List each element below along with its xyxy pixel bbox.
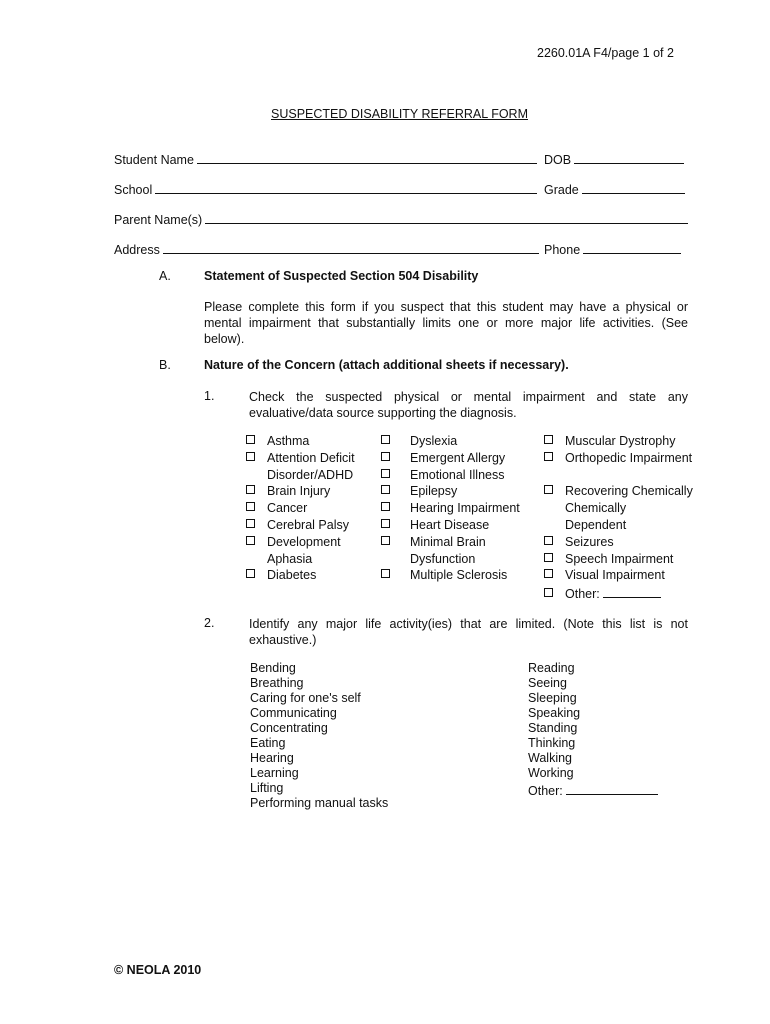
list-item: Learning [250, 766, 299, 780]
checkbox-icon[interactable] [381, 569, 390, 578]
list-item: Performing manual tasks [250, 796, 389, 810]
student-name-blank[interactable] [197, 150, 537, 164]
activities-right-column [528, 661, 658, 799]
copyright-footer: © NEOLA 2010 [114, 963, 202, 977]
list-item: Standing [528, 721, 578, 735]
checkbox-icon[interactable] [544, 536, 553, 545]
checkbox-item[interactable]: Recovering Chemically [544, 483, 693, 500]
checkbox-item[interactable]: Multiple Sclerosis [381, 567, 520, 584]
checkbox-item[interactable]: Seizures [544, 534, 693, 551]
page-reference: 2260.01A F4/page 1 of 2 [537, 46, 674, 60]
checkbox-icon[interactable] [544, 435, 553, 444]
checkbox-item[interactable]: Speech Impairment [544, 551, 693, 568]
list-item: Bending [250, 661, 296, 675]
checkbox-icon[interactable] [544, 485, 553, 494]
item-2-text: Identify any major life activity(ies) that are limited. (Note this list is not exhaustive.) [249, 617, 688, 647]
list-item: Thinking [528, 736, 576, 750]
list-item: Seeing [528, 676, 567, 690]
spacer [544, 467, 693, 484]
checkbox-item[interactable]: Hearing Impairment [381, 500, 520, 517]
dob-field [544, 150, 684, 167]
dob-blank[interactable] [574, 150, 684, 164]
list-item: Speaking [528, 706, 581, 720]
checkbox-icon[interactable] [246, 485, 255, 494]
list-item: Working [528, 766, 574, 780]
list-item: Sleeping [528, 691, 577, 705]
grade-label: Grade [544, 183, 579, 197]
item-1-text: Check the suspected physical or mental impairment and state any evaluative/data source supporting the diagnosis. [249, 390, 688, 420]
checkbox-item-continuation: Dependent [565, 517, 627, 532]
impairment-column-3 [544, 433, 693, 603]
impairment-column-1 [246, 433, 355, 584]
checkbox-icon[interactable] [544, 588, 553, 597]
item-1-number: 1. [204, 389, 215, 403]
checkbox-item[interactable]: Epilepsy [381, 483, 520, 500]
section-a-heading: Statement of Suspected Section 504 Disability [204, 269, 479, 283]
list-item-other: Other: [528, 781, 658, 799]
list-item: Concentrating [250, 721, 328, 735]
checkbox-item[interactable]: Cerebral Palsy [246, 517, 355, 534]
checkbox-item[interactable]: Minimal Brain [381, 534, 520, 551]
checkbox-item[interactable]: Diabetes [246, 567, 355, 584]
checkbox-item[interactable]: Dyslexia [381, 433, 520, 450]
list-item: Hearing [250, 751, 294, 765]
parent-names-blank[interactable] [205, 210, 688, 224]
checkbox-icon[interactable] [381, 435, 390, 444]
list-item: Communicating [250, 706, 337, 720]
list-item: Lifting [250, 781, 284, 795]
checkbox-item[interactable]: Brain Injury [246, 483, 355, 500]
section-b-letter: B. [159, 358, 171, 372]
checkbox-item-continuation: Dysfunction [410, 551, 476, 566]
checkbox-item[interactable]: Emergent Allergy [381, 450, 520, 467]
checkbox-icon[interactable] [246, 452, 255, 461]
list-item: Eating [250, 736, 286, 750]
checkbox-icon[interactable] [381, 519, 390, 528]
checkbox-icon[interactable] [246, 569, 255, 578]
list-item: Caring for one's self [250, 691, 361, 705]
item-2-number: 2. [204, 616, 215, 630]
checkbox-icon[interactable] [246, 502, 255, 511]
checkbox-item[interactable]: Orthopedic Impairment [544, 450, 693, 467]
school-blank[interactable] [155, 180, 537, 194]
list-item: Walking [528, 751, 572, 765]
section-a-letter: A. [159, 269, 171, 283]
activity-other-blank[interactable] [566, 781, 658, 795]
checkbox-item[interactable]: Attention Deficit [246, 450, 355, 467]
checkbox-icon[interactable] [246, 519, 255, 528]
checkbox-icon[interactable] [544, 569, 553, 578]
other-blank[interactable] [603, 584, 661, 598]
list-item: Reading [528, 661, 575, 675]
dob-label: DOB [544, 153, 572, 167]
student-name-label: Student Name [114, 153, 194, 167]
form-title: SUSPECTED DISABILITY REFERRAL FORM [271, 107, 528, 121]
checkbox-icon[interactable] [544, 452, 553, 461]
checkbox-icon[interactable] [381, 469, 390, 478]
checkbox-icon[interactable] [381, 502, 390, 511]
checkbox-icon[interactable] [544, 553, 553, 562]
checkbox-item-continuation: Aphasia [267, 551, 313, 566]
impairment-column-2 [381, 433, 520, 584]
checkbox-item[interactable]: Emotional Illness [381, 467, 520, 484]
checkbox-icon[interactable] [381, 485, 390, 494]
checkbox-icon[interactable] [246, 435, 255, 444]
parent-names-label: Parent Name(s) [114, 213, 203, 227]
checkbox-item[interactable]: Development [246, 534, 355, 551]
phone-blank[interactable] [583, 240, 681, 254]
phone-label: Phone [544, 243, 581, 257]
parent-names-field [114, 210, 688, 227]
checkbox-item-continuation: Chemically [565, 501, 627, 516]
grade-field [544, 180, 685, 197]
checkbox-icon[interactable] [381, 536, 390, 545]
section-b-heading: Nature of the Concern (attach additional sheets if necessary). [204, 358, 569, 372]
checkbox-item[interactable]: Cancer [246, 500, 355, 517]
list-item: Breathing [250, 676, 304, 690]
school-field [114, 180, 537, 197]
section-a-body: Please complete this form if you suspect that this student may have a physical or mental impairment that substantially limits one or more major life activities. (See below). [204, 300, 688, 346]
checkbox-item-other[interactable]: Other: [544, 584, 693, 603]
checkbox-item[interactable]: Visual Impairment [544, 567, 693, 584]
checkbox-item[interactable]: Asthma [246, 433, 355, 450]
checkbox-item[interactable]: Muscular Dystrophy [544, 433, 693, 450]
checkbox-icon[interactable] [381, 452, 390, 461]
address-blank[interactable] [163, 240, 539, 254]
school-label: School [114, 183, 153, 197]
phone-field [544, 240, 681, 257]
address-label: Address [114, 243, 160, 257]
address-field [114, 240, 539, 257]
grade-blank[interactable] [582, 180, 685, 194]
checkbox-item-continuation: Disorder/ADHD [267, 467, 354, 482]
student-name-field [114, 150, 537, 167]
checkbox-item[interactable]: Heart Disease [381, 517, 520, 534]
checkbox-icon[interactable] [246, 536, 255, 545]
activities-left-column [250, 661, 388, 811]
